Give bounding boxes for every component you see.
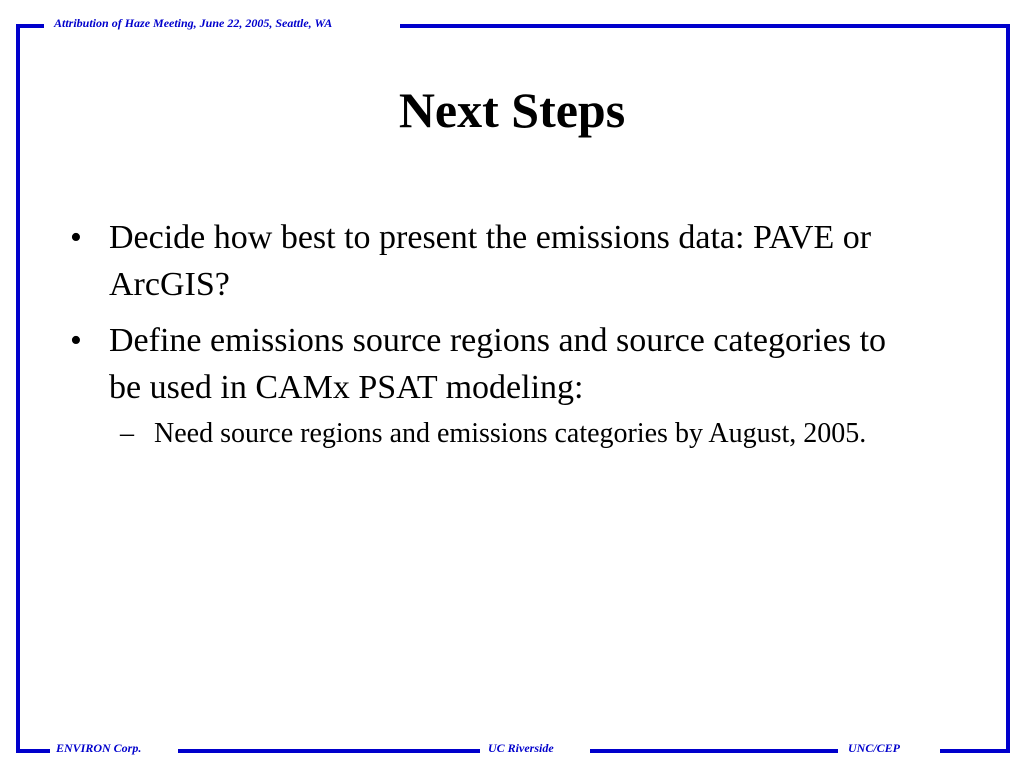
bullet-item bbox=[70, 317, 900, 411]
sub-bullet-marker: – bbox=[120, 418, 134, 449]
frame-bottom-segment-1 bbox=[16, 749, 50, 753]
footer-right-label: UNC/CEP bbox=[848, 741, 901, 755]
sub-bullet-item bbox=[120, 414, 900, 454]
frame-top-right-segment bbox=[400, 24, 1010, 28]
footer-center-label: UC Riverside bbox=[488, 741, 554, 755]
frame-bottom-segment-2 bbox=[178, 749, 480, 753]
slide-title: Next Steps bbox=[398, 82, 626, 138]
bullet-item bbox=[70, 214, 900, 308]
frame-bottom-segment-4 bbox=[940, 749, 1010, 753]
bullet-marker: • bbox=[70, 219, 82, 256]
slide-content bbox=[70, 214, 900, 454]
frame-top-left-segment bbox=[16, 24, 44, 28]
footer-left-label: ENVIRON Corp. bbox=[56, 741, 142, 755]
frame-bottom-segment-3 bbox=[590, 749, 838, 753]
bullet-text: Decide how best to present the emissions data: PAVE or ArcGIS? bbox=[109, 219, 872, 303]
bullet-marker: • bbox=[70, 322, 82, 359]
bullet-text: Define emissions source regions and source categories to be used in CAMx PSAT modeling: bbox=[109, 322, 887, 406]
sub-bullet-text: Need source regions and emissions categories by August, 2005. bbox=[154, 418, 867, 449]
header-caption: Attribution of Haze Meeting, June 22, 2005, Seattle, WA bbox=[54, 16, 333, 30]
